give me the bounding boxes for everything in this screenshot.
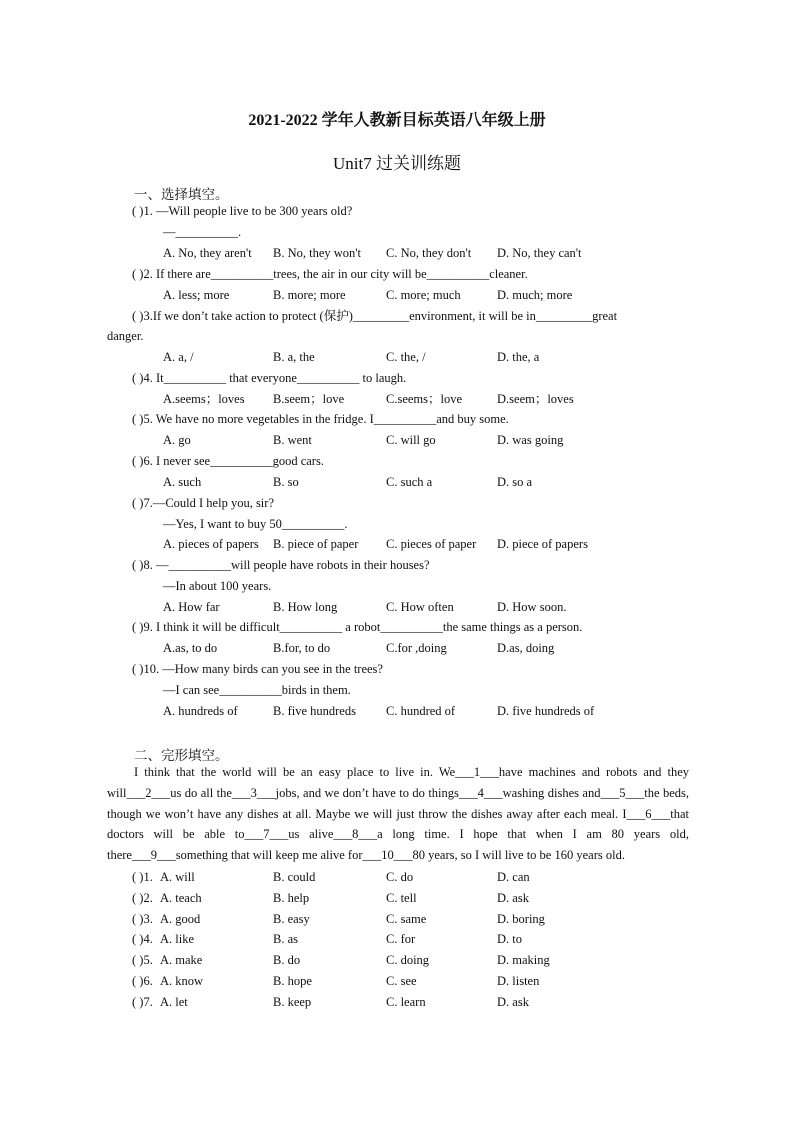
option-c: C. will go: [386, 433, 436, 447]
option-b: B. could: [273, 870, 316, 884]
option-b: B. hope: [273, 974, 312, 988]
option-d: D. How soon.: [497, 600, 567, 614]
option-b: B.for, to do: [273, 641, 331, 655]
option-d: D.seem；loves: [497, 392, 574, 406]
question-1-answer-line: —__________.: [163, 225, 242, 239]
question-10-reply: —I can see__________birds in them.: [163, 683, 351, 697]
question-7-reply: —Yes, I want to buy 50__________.: [163, 517, 348, 531]
cloze-number: ( )7.: [132, 995, 153, 1009]
option-c: C. do: [386, 870, 414, 884]
option-a: A. know: [160, 974, 204, 988]
option-d: D. can: [497, 870, 530, 884]
question-3-continued: danger.: [107, 329, 144, 343]
option-c: C. No, they don't: [386, 246, 472, 260]
option-b: B. five hundreds: [273, 704, 356, 718]
option-b: B. do: [273, 953, 301, 967]
option-c: C. such a: [386, 475, 433, 489]
option-a: A. will: [160, 870, 195, 884]
option-b: B. a, the: [273, 350, 315, 364]
option-b: B. as: [273, 932, 298, 946]
cloze-number: ( )5.: [132, 953, 153, 967]
option-b: B.seem；love: [273, 392, 345, 406]
option-a: A. make: [160, 953, 203, 967]
option-c: C. see: [386, 974, 417, 988]
option-a: A. teach: [160, 891, 202, 905]
option-d: D. listen: [497, 974, 540, 988]
option-b: B. easy: [273, 912, 310, 926]
option-c: C. for: [386, 932, 416, 946]
option-d: D. boring: [497, 912, 545, 926]
option-b: B. How long: [273, 600, 338, 614]
option-b: B. more; more: [273, 288, 346, 302]
option-a: A. good: [160, 912, 201, 926]
option-d: D. ask: [497, 891, 529, 905]
option-c: C. pieces of paper: [386, 537, 477, 551]
option-a: A. like: [160, 932, 195, 946]
option-c: C. the, /: [386, 350, 426, 364]
question-6: ( )6. I never see__________good cars.: [132, 454, 324, 468]
option-a: A.seems；loves: [163, 392, 245, 406]
option-d: D.as, doing: [497, 641, 555, 655]
option-c: C. tell: [386, 891, 417, 905]
section2-heading: 二、完形填空。: [134, 748, 229, 763]
question-1: ( )1. —Will people live to be 300 years old?: [132, 204, 353, 218]
cloze-number: ( )4.: [132, 932, 153, 946]
option-d: D. piece of papers: [497, 537, 588, 551]
option-a: A. No, they aren't: [163, 246, 252, 260]
option-d: D. much; more: [497, 288, 573, 302]
option-c: C. hundred of: [386, 704, 456, 718]
option-b: B. keep: [273, 995, 312, 1009]
option-c: C.for ,doing: [386, 641, 447, 655]
option-a: A. let: [160, 995, 188, 1009]
option-d: D. five hundreds of: [497, 704, 595, 718]
option-b: B. went: [273, 433, 312, 447]
option-c: C. same: [386, 912, 427, 926]
option-a: A.as, to do: [163, 641, 218, 655]
option-b: B. help: [273, 891, 310, 905]
question-10: ( )10. —How many birds can you see in the trees?: [132, 662, 383, 676]
option-a: A. go: [163, 433, 191, 447]
option-a: A. How far: [163, 600, 220, 614]
option-c: C.seems；love: [386, 392, 463, 406]
option-b: B. No, they won't: [273, 246, 362, 260]
option-a: A. such: [163, 475, 202, 489]
option-a: A. less; more: [163, 288, 230, 302]
question-5: ( )5. We have no more vegetables in the fridge. I__________and buy some.: [132, 412, 509, 426]
option-a: A. pieces of papers: [163, 537, 259, 551]
question-4: ( )4. It__________ that everyone__________ to laugh.: [132, 371, 407, 385]
question-3: ( )3.If we don’t take action to protect (保护)_________environment, it will be in_________great: [132, 309, 618, 323]
option-c: C. doing: [386, 953, 430, 967]
document-title: 2021-2022 学年人教新目标英语八年级上册: [248, 112, 546, 129]
option-c: C. more; much: [386, 288, 461, 302]
option-a: A. a, /: [163, 350, 194, 364]
question-8: ( )8. —__________will people have robots in their houses?: [132, 558, 430, 572]
cloze-number: ( )2.: [132, 891, 153, 905]
option-a: A. hundreds of: [163, 704, 238, 718]
option-d: D. making: [497, 953, 550, 967]
option-d: D. to: [497, 932, 522, 946]
option-d: D. ask: [497, 995, 529, 1009]
question-9: ( )9. I think it will be difficult__________ a robot__________the same things as a person.: [132, 620, 583, 634]
option-b: B. so: [273, 475, 299, 489]
option-d: D. the, a: [497, 350, 540, 364]
question-8-reply: —In about 100 years.: [163, 579, 272, 593]
question-2: ( )2. If there are__________trees, the air in our city will be__________cleaner.: [132, 267, 528, 281]
document-subtitle: Unit7 过关训练题: [333, 154, 461, 173]
option-d: D. so a: [497, 475, 533, 489]
cloze-number: ( )1.: [132, 870, 153, 884]
option-d: D. No, they can't: [497, 246, 582, 260]
option-d: D. was going: [497, 433, 564, 447]
cloze-number: ( )3.: [132, 912, 153, 926]
option-c: C. learn: [386, 995, 426, 1009]
section1-heading: 一、选择填空。: [134, 187, 229, 202]
option-c: C. How often: [386, 600, 454, 614]
option-b: B. piece of paper: [273, 537, 359, 551]
question-7: ( )7.—Could I help you, sir?: [132, 496, 274, 510]
cloze-passage: I think that the world will be an easy place to live in. We___1___have machines and robots and they will___2___us do all the___3___jobs, and we don’t have to do things___4___washing dishes and___5___the beds, though we won’t have any dishes at all. Maybe we will just throw the dishes away after each meal. I___6___that doctors will be able to___7___us alive___8___a long time. I hope that when I am 80 years old, there___9___something that will keep me alive for___10___80 years, so I will live to be 160 years old.: [107, 765, 689, 863]
cloze-number: ( )6.: [132, 974, 153, 988]
